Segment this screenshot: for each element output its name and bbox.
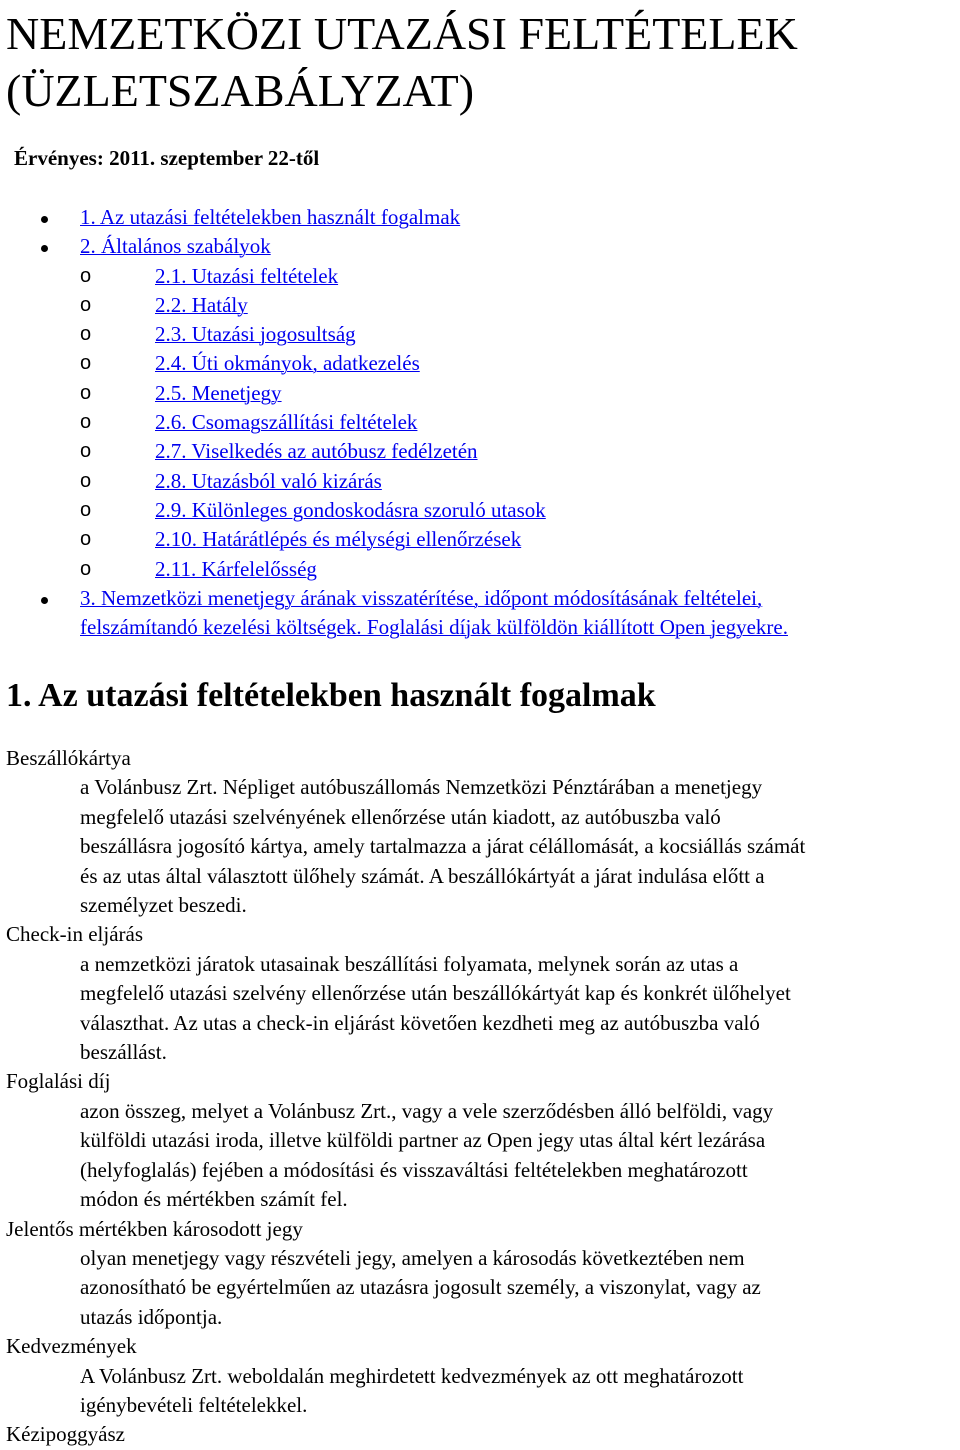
toc-subitem	[0, 291, 960, 320]
definition-description	[80, 1362, 956, 1421]
circle-bullet-icon: o	[80, 498, 92, 521]
document-title	[6, 0, 954, 119]
toc-item-1	[0, 203, 960, 232]
definition-line: külföldi utazási iroda, illetve külföldi partner az Open jegy utas által kért lezárása	[80, 1128, 766, 1153]
definition-line: utazás időpontja.	[80, 1304, 223, 1329]
definition-line: megfelelő utazási szelvényének ellenőrzése után kiadott, az autóbuszba való	[80, 804, 721, 829]
definition-term: Jelentős mértékben károsodott jegy	[6, 1216, 303, 1241]
definition-line: (helyfoglalás) fejében a módosítási és visszaváltási feltételekben meghatározott	[80, 1157, 748, 1182]
definition-term: Beszállókártya	[6, 746, 131, 770]
definition-description	[80, 773, 956, 920]
definition-term: Kedvezmények	[6, 1334, 137, 1359]
toc-subitem	[0, 320, 960, 349]
toc-link-2-8[interactable]: 2.8. Utazásból való kizárás	[155, 468, 382, 493]
definition-list	[6, 744, 956, 1450]
definition-line: személyzet beszedi.	[80, 893, 247, 918]
circle-bullet-icon: o	[80, 264, 92, 287]
toc-link-2-2[interactable]: 2.2. Hatály	[155, 292, 248, 317]
toc-subitem	[0, 525, 960, 554]
toc-subitem	[0, 262, 960, 291]
circle-bullet-icon: o	[80, 557, 92, 580]
document-page	[0, 0, 960, 119]
table-of-contents	[0, 203, 960, 642]
toc-link-2-1[interactable]: 2.1. Utazási feltételek	[155, 263, 339, 288]
toc-link-2-5[interactable]: 2.5. Menetjegy	[155, 380, 282, 405]
toc-link-2-7[interactable]: 2.7. Viselkedés az autóbusz fedélzetén	[155, 439, 478, 464]
circle-bullet-icon: o	[80, 323, 92, 346]
circle-bullet-icon: o	[80, 293, 92, 316]
definition-line: olyan menetjegy vagy részvételi jegy, amelyen a károsodás következtében nem	[80, 1245, 745, 1270]
definition-description	[80, 950, 956, 1068]
toc-link-2-9[interactable]: 2.9. Különleges gondoskodásra szoruló utasok	[155, 497, 546, 522]
toc-subitem	[0, 496, 960, 525]
toc-subitem	[0, 555, 960, 584]
circle-bullet-icon: o	[80, 528, 92, 551]
validity-date: Érvényes: 2011. szeptember 22-től	[14, 146, 320, 170]
definition-line: megfelelő utazási szelvény ellenőrzése után beszállókártyát kap és konkrét ülőhelyet	[80, 981, 791, 1006]
toc-subitem	[0, 349, 960, 378]
toc-link-1[interactable]: 1. Az utazási feltételekben használt fogalmak	[80, 205, 461, 229]
definition-line: beszállásra jogosító kártya, amely tartalmazza a járat célállomását, a kocsiállás számát	[80, 834, 806, 859]
definition-line: beszállást.	[80, 1040, 167, 1065]
toc-item-3	[0, 584, 960, 643]
circle-bullet-icon: o	[80, 352, 92, 375]
definition-term: Check-in eljárás	[6, 922, 144, 947]
document-title-line2: (ÜZLETSZABÁLYZAT)	[6, 65, 475, 116]
toc-link-2[interactable]: 2. Általános szabályok	[80, 234, 271, 259]
toc-subitem	[0, 467, 960, 496]
definition-term: Foglalási díj	[6, 1069, 111, 1094]
definition-description	[80, 1244, 956, 1332]
circle-bullet-icon: o	[80, 381, 92, 404]
circle-bullet-icon: o	[80, 469, 92, 492]
circle-bullet-icon: o	[80, 440, 92, 463]
toc-subitem	[0, 437, 960, 466]
toc-link-2-3[interactable]: 2.3. Utazási jogosultság	[155, 322, 356, 347]
definition-line: igénybevételi feltételekkel.	[80, 1392, 308, 1417]
definition-line: a nemzetközi járatok utasainak beszállítási folyamata, melynek során az utas a	[80, 951, 739, 976]
toc-link-3-line1: 3. Nemzetközi menetjegy árának visszatérítése, időpont módosításának feltételei,	[80, 585, 763, 610]
document-title-line1: NEMZETKÖZI UTAZÁSI FELTÉTELEK	[6, 8, 798, 59]
definition-line: a Volánbusz Zrt. Népliget autóbuszállomás Nemzetközi Pénztárában a menetjegy	[80, 775, 763, 800]
definition-line: módon és mértékben számít fel.	[80, 1187, 348, 1212]
definition-term: Kézipoggyász	[6, 1422, 125, 1447]
definition-line: A Volánbusz Zrt. weboldalán meghirdetett kedvezmények az ott meghatározott	[80, 1363, 744, 1388]
definition-line: azon összeg, melyet a Volánbusz Zrt., vagy a vele szerződésben álló belföldi, vagy	[80, 1098, 774, 1123]
toc-link-3-line2: felszámítandó kezelési költségek. Foglalási díjak külföldön kiállított Open jegyekre.	[80, 615, 788, 640]
toc-link-2-10[interactable]: 2.10. Határátlépés és mélységi ellenőrzések	[155, 527, 522, 552]
toc-link-2-4[interactable]: 2.4. Úti okmányok, adatkezelés	[155, 351, 420, 376]
definition-line: és az utas által választott ülőhely számát. A beszállókártyát a járat indulása előtt a	[80, 863, 765, 888]
definition-line: azonosítható be egyértelműen az utazásra jogosult személy, a viszonylat, vagy az	[80, 1275, 761, 1300]
toc-link-3[interactable]	[80, 586, 788, 639]
toc-sublist-2	[80, 262, 960, 584]
circle-bullet-icon: o	[80, 411, 92, 434]
toc-link-2-11[interactable]: 2.11. Kárfelelősség	[155, 556, 317, 581]
definition-description	[80, 1097, 956, 1215]
toc-item-2	[0, 232, 960, 584]
definition-line: választhat. Az utas a check-in eljárást követően kezdheti meg az autóbuszba való	[80, 1010, 760, 1035]
toc-link-2-6[interactable]: 2.6. Csomagszállítási feltételek	[155, 410, 418, 435]
section-heading: 1. Az utazási feltételekben használt fogalmak	[6, 677, 656, 714]
toc-subitem	[0, 408, 960, 437]
toc-subitem	[0, 379, 960, 408]
